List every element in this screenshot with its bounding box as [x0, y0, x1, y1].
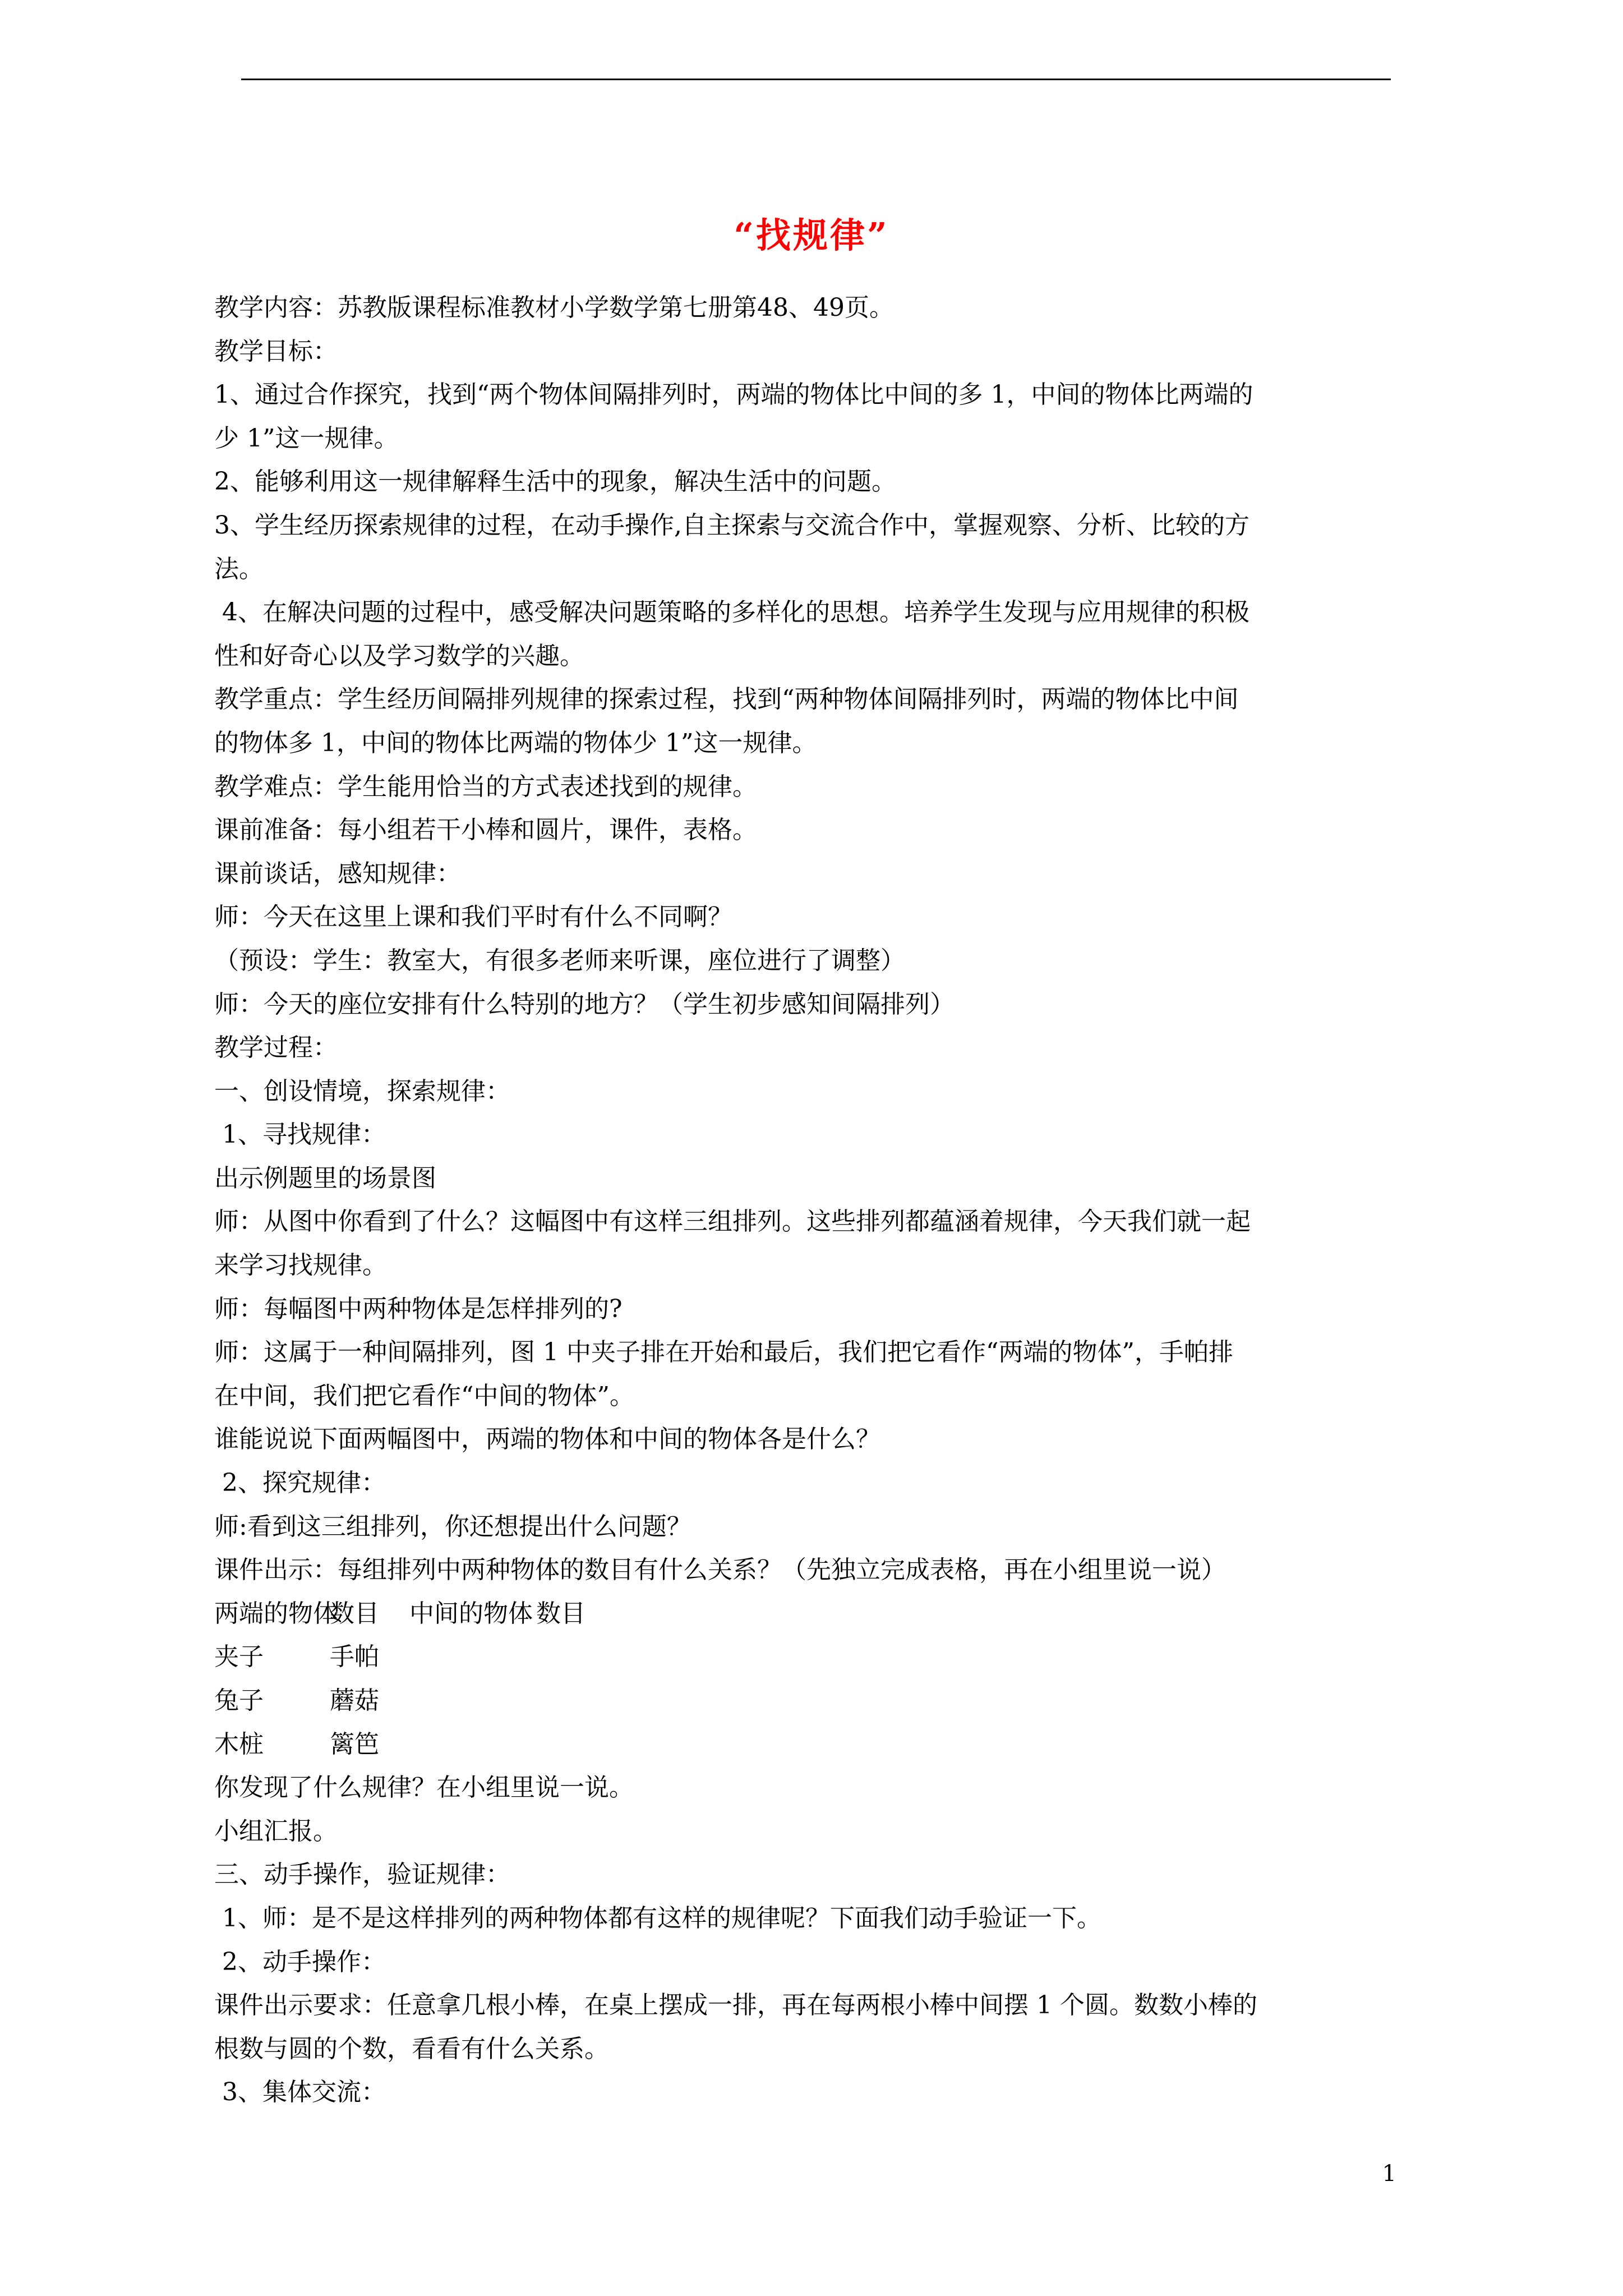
header-rule: [241, 79, 1391, 80]
paragraph-line: 根数与圆的个数，看看有什么关系。: [214, 2034, 609, 2063]
paragraph-line: 在中间，我们把它看作“中间的物体”。: [214, 1381, 634, 1410]
paragraph-line: 出示例题里的场景图: [214, 1163, 436, 1193]
table-header-cell: 中间的物体: [409, 1599, 533, 1628]
paragraph-line: 谁能说说下面两幅图中，两端的物体和中间的物体各是什么？: [214, 1425, 880, 1454]
paragraph-line: 3、学生经历探索规律的过程，在动手操作,自主探索与交流合作中，掌握观察、分析、比较的方: [214, 510, 1249, 540]
paragraph-line: 3、集体交流：: [222, 2078, 386, 2107]
paragraph-line: 一、创设情境，探索规律：: [214, 1076, 510, 1106]
paragraph-line: 教学难点：学生能用恰当的方式表述找到的规律。: [214, 772, 757, 801]
paragraph-line: 课件出示要求：任意拿几根小棒，在桌上摆成一排，再在每两根小棒中间摆 1 个圆。数数小棒的: [214, 1991, 1257, 2020]
table-cell: 蘑菇: [330, 1686, 379, 1715]
table-header-cell: 数目: [330, 1599, 379, 1628]
paragraph-line: 教学重点：学生经历间隔排列规律的探索过程，找到“两种物体间隔排列时，两端的物体比中间: [214, 685, 1239, 714]
paragraph-line: 师：每幅图中两种物体是怎样排列的?: [214, 1294, 623, 1323]
paragraph-line: 4、在解决问题的过程中，感受解决问题策略的多样化的思想。培养学生发现与应用规律的积极: [222, 598, 1249, 627]
paragraph-line: 2、能够利用这一规律解释生活中的现象，解决生活中的问题。: [214, 467, 896, 496]
paragraph-line: 教学过程：: [214, 1033, 338, 1062]
paragraph-line: 1、通过合作探究，找到“两个物体间隔排列时，两端的物体比中间的多 1，中间的物体比两端的: [214, 380, 1253, 409]
paragraph-line: 2、探究规律：: [222, 1469, 386, 1498]
paragraph-line: 师：从图中你看到了什么？这幅图中有这样三组排列。这些排列都蕴涵着规律，今天我们就一起: [214, 1207, 1251, 1236]
paragraph-line: （预设：学生：教室大，有很多老师来听课，座位进行了调整）: [214, 946, 905, 975]
paragraph-line: 教学内容：苏教版课程标准教材小学数学第七册第48、49页。: [214, 293, 894, 322]
paragraph-line: 性和好奇心以及学习数学的兴趣。: [214, 641, 584, 670]
paragraph-line: 你发现了什么规律？在小组里说一说。: [214, 1773, 634, 1802]
paragraph-line: 教学目标：: [214, 337, 338, 366]
paragraph-line: 小组汇报。: [214, 1816, 338, 1846]
paragraph-line: 1、师：是不是这样排列的两种物体都有这样的规律呢？下面我们动手验证一下。: [222, 1903, 1101, 1932]
paragraph-line: 三、动手操作，验证规律：: [214, 1860, 510, 1889]
paragraph-line: 课前谈话，感知规律：: [214, 859, 461, 888]
document-title: “找规律”: [734, 215, 889, 256]
table-row: [214, 1635, 1426, 1679]
paragraph-line: 的物体多 1，中间的物体比两端的物体少 1”这一规律。: [214, 728, 817, 757]
paragraph-line: 课件出示：每组排列中两种物体的数目有什么关系？（先独立完成表格，再在小组里说一说）: [214, 1556, 1226, 1585]
paragraph-line: 师：今天的座位安排有什么特别的地方？（学生初步感知间隔排列）: [214, 990, 955, 1019]
paragraph-line: 2、动手操作：: [222, 1947, 386, 1976]
paragraph-line: 法。: [214, 554, 264, 583]
page-number: 1: [1382, 2161, 1396, 2187]
paragraph-line: 课前准备：每小组若干小棒和圆片，课件，表格。: [214, 816, 757, 845]
table-cell: 篱笆: [330, 1729, 379, 1759]
document-body: [214, 286, 1426, 2114]
paragraph-line: 师:看到这三组排列，你还想提出什么问题？: [214, 1512, 691, 1541]
paragraph-line: 来学习找规律。: [214, 1251, 387, 1280]
table-row: [214, 1679, 1426, 1723]
table-cell: 手帕: [330, 1642, 379, 1672]
paragraph-line: 少 1”这一规律。: [214, 424, 399, 453]
paragraph-line: 师：这属于一种间隔排列，图 1 中夹子排在开始和最后，我们把它看作“两端的物体”，手帕排: [214, 1338, 1233, 1367]
table-header-row: [214, 1592, 1426, 1636]
table-cell: 夹子: [214, 1642, 264, 1672]
table-header-cell: 数目: [536, 1599, 585, 1628]
paragraph-line: 师：今天在这里上课和我们平时有什么不同啊？: [214, 903, 732, 932]
table-cell: 兔子: [214, 1686, 264, 1715]
paragraph-line: 1、寻找规律：: [222, 1120, 386, 1149]
table-cell: 木桩: [214, 1729, 264, 1759]
table-header-cell: 两端的物体: [214, 1599, 338, 1628]
table-row: [214, 1723, 1426, 1766]
